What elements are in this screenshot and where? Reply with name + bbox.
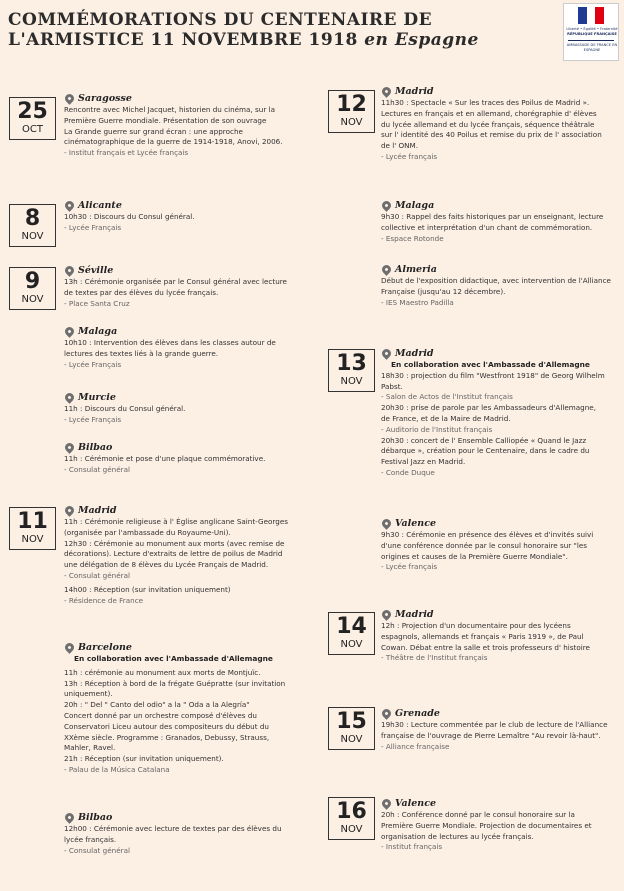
event-line: de textes par des élèves du lycée français. [64, 287, 219, 297]
event-line: organisation de lectures au lycée français. [381, 831, 534, 841]
event-line: Pabst. [381, 381, 403, 391]
date-box-15-nov [328, 707, 375, 750]
event-city: Almeria [395, 264, 437, 275]
event-venue: - Place Santa Cruz [64, 298, 130, 308]
date-day: 8 [24, 206, 41, 231]
event-line: 11h30 : Spectacle « Sur les traces des Poilus de Madrid ». [381, 98, 590, 107]
event-city: Malaga [78, 326, 118, 337]
event-line: 12h30 : Cérémonie au monument aux morts (avec remise de [64, 538, 285, 548]
event-line: 9h30 : Cérémonie en présence des élèves et d'invités suivi [381, 530, 594, 539]
event-venue: - IES Maestro Padilla [381, 297, 454, 307]
event-city: Valence [395, 518, 437, 529]
event-madrid-12 [381, 85, 621, 163]
event-line: 9h30 : Rappel des faits historiques par un enseignant, lecture [381, 212, 604, 221]
event-line: 14h00 : Réception (sur invitation uniquement) [64, 584, 231, 594]
event-venue: - Consulat général [64, 464, 130, 474]
title-script: en Espagne [364, 30, 479, 50]
event-line: XXème siècle. Programme : Granados, Debussy, Strauss, [64, 732, 270, 742]
event-line: 18h30 : projection du film "Westfront 1918" de Georg Wilhelm [381, 370, 605, 380]
logo-motto: Liberté • Égalité • Fraternité [566, 27, 618, 31]
date-day: 9 [24, 269, 41, 294]
date-day: 13 [336, 351, 367, 376]
event-venue: - Lycée français [381, 151, 438, 161]
event-line: 12h00 : Cérémonie avec lecture de textes par des élèves du [64, 824, 282, 833]
date-month: NOV [340, 824, 363, 835]
event-venue: - Palau de la Música Catalana [64, 764, 170, 774]
event-line: 20h30 : concert de l' Ensemble Calliopée « Quand le Jazz [381, 435, 587, 445]
event-venue: - Alliance française [381, 741, 450, 751]
date-box-25-oct [9, 97, 56, 140]
event-line: 10h10 : Intervention des élèves dans les classes autour de [64, 338, 276, 347]
event-venue: - Lycée Français [64, 359, 122, 369]
event-city: Murcie [78, 392, 116, 403]
event-city: Bilbao [78, 442, 113, 453]
event-line: 13h : Cérémonie organisée par le Consul général avec lecture [64, 277, 287, 286]
date-day: 11 [17, 509, 48, 534]
date-box-13-nov [328, 349, 375, 392]
event-zaragoza [64, 92, 314, 159]
date-month: NOV [21, 294, 44, 305]
event-line: Conservatori Liceu autour des compositeurs du début du [64, 721, 269, 731]
event-line: Concert donné par un orchestre composé d'élèves du [64, 710, 257, 720]
event-line: Festival Jazz en Madrid. [381, 457, 466, 467]
event-line: Première Guerre Mondiale. Projection de documentaires et [381, 820, 592, 830]
date-day: 25 [17, 99, 48, 124]
logo-embassy: AMBASSADE DE FRANCE EN ESPAGNE [566, 43, 618, 52]
event-city: Séville [78, 265, 114, 276]
date-month: NOV [21, 231, 44, 242]
event-line: Début de l'exposition didactique, avec intervention de l'Alliance [381, 276, 611, 285]
event-line: cinématographique de la guerre de 1914-1918, Anovi, 2006. [64, 137, 283, 147]
event-grenade [381, 707, 621, 752]
date-day: 14 [336, 614, 367, 639]
french-flag-icon [578, 7, 604, 24]
event-line: du lycée allemand et du lycée français, séquence théâtrale [381, 119, 595, 129]
event-sevilla [64, 264, 314, 309]
event-line: 11h : Discours du Consul général. [64, 404, 186, 413]
event-bilbao-11 [64, 811, 314, 856]
event-line: espagnols, allemands et français « Paris 1919 », de Paul [381, 631, 584, 641]
date-box-11-nov [9, 507, 56, 550]
event-line: sur l' identité des 40 Poilus et remise du prix de l' association [381, 130, 602, 140]
date-box-14-nov [328, 612, 375, 655]
date-day: 12 [336, 92, 367, 117]
event-venue: - Salon de Actos de l'Institut français [381, 392, 513, 402]
event-city: Malaga [395, 200, 435, 211]
event-murcie [64, 391, 314, 426]
date-day: 16 [336, 799, 367, 824]
date-month: NOV [340, 376, 363, 387]
date-month: OCT [22, 124, 43, 135]
date-month: NOV [340, 734, 363, 745]
event-city: Bilbao [78, 812, 113, 823]
event-city: Madrid [395, 609, 434, 620]
event-line: 20h30 : prise de parole par les Ambassadeurs d'Allemagne, [381, 403, 596, 413]
event-line: Mahler, Ravel. [64, 743, 116, 753]
event-line: une délégation de 8 élèves du Lycée Français de Madrid. [64, 560, 269, 570]
event-venue: - Institut français [381, 842, 443, 852]
event-venue: - Espace Rotonde [381, 233, 444, 243]
event-city: Valence [395, 798, 437, 809]
event-subtitle: En collaboration avec l'Ambassade d'Allemagne [74, 654, 273, 663]
event-line: lycée français. [64, 834, 117, 844]
event-venue: - Théâtre de l'Institut français [381, 653, 488, 663]
date-box-8-nov [9, 204, 56, 247]
date-month: NOV [340, 639, 363, 650]
event-line: 21h : Réception (sur invitation uniquement). [64, 754, 224, 764]
event-line: lectures des textes liés à la grande guerre. [64, 348, 219, 358]
event-line: 11h : Cérémonie et pose d'une plaque commémorative. [64, 454, 266, 463]
event-line: 20h : " Del " Canto del odio" a la " Oda a la Alegría" [64, 700, 250, 710]
event-line: 13h : Réception à bord de la frégate Guépratte (sur invitation [64, 678, 286, 688]
event-venue: - Résidence de France [64, 595, 144, 605]
embassy-logo [563, 3, 619, 61]
event-line: décorations). Lecture d'extraits de lettre de poilus de Madrid [64, 549, 283, 559]
event-line: 11h : cérémonie au monument aux morts de Montjuïc. [64, 667, 261, 677]
logo-divider [568, 40, 614, 41]
event-city: Madrid [78, 505, 117, 516]
event-city: Madrid [395, 348, 434, 359]
event-city: Grenade [395, 708, 440, 719]
event-madrid-14 [381, 608, 621, 664]
event-line: française de l'ouvrage de Pierre Lemaître "Au revoir là-haut". [381, 730, 601, 740]
event-line: 20h : Conférence donné par le consul honoraire sur la [381, 810, 575, 819]
event-line: débarque », création pour le Centenaire, dans le cadre du [381, 446, 590, 456]
logo-republic: RÉPUBLIQUE FRANÇAISE [567, 32, 617, 36]
event-almeria [381, 263, 621, 308]
date-box-16-nov [328, 797, 375, 840]
event-line: 10h30 : Discours du Consul général. [64, 212, 195, 221]
date-month: NOV [340, 117, 363, 128]
event-line: collective et interprétation d'un chant de commémoration. [381, 222, 593, 232]
event-line: origines et causes de la Première Guerre Mondiale". [381, 551, 568, 561]
event-madrid-13 [381, 347, 621, 479]
event-line: 12h : Projection d'un documentaire pour des lycéens [381, 621, 571, 630]
event-valence-16 [381, 797, 621, 853]
event-malaga-9 [64, 325, 314, 370]
event-line: Lectures en français et en allemand, chorégraphie d' élèves [381, 108, 597, 118]
event-line: uniquement). [64, 689, 113, 699]
event-bilbao-9 [64, 441, 314, 476]
event-barcelone [64, 641, 314, 776]
event-city: Barcelone [78, 642, 132, 653]
event-venue: - Institut français et Lycée français [64, 148, 189, 158]
event-line: Première Guerre mondiale. Présentation de son ouvrage [64, 115, 267, 125]
title-line-2: L'ARMISTICE 11 NOVEMBRE 1918 [8, 30, 358, 50]
date-box-12-nov [328, 90, 375, 133]
event-alicante [64, 199, 314, 234]
event-malaga-12 [381, 199, 621, 244]
event-line: Cowan. Débat entre la salle et trois professeurs d' histoire [381, 642, 590, 652]
date-box-9-nov [9, 267, 56, 310]
event-line: Rencontre avec Michel Jacquet, historien du cinéma, sur la [64, 105, 275, 114]
event-line: 11h : Cérémonie religieuse à l' Église anglicane Saint-Georges [64, 517, 288, 526]
event-venue: - Lycée Français [64, 222, 122, 232]
event-line: 19h30 : Lecture commentée par le club de lecture de l'Alliance [381, 720, 608, 729]
date-month: NOV [21, 534, 44, 545]
event-venue: - Consulat général [64, 570, 130, 580]
event-line: Française (jusqu'au 12 décembre). [381, 286, 506, 296]
event-madrid-11 [64, 504, 314, 606]
event-line: La Grande guerre sur grand écran : une approche [64, 126, 243, 136]
event-venue: - Conde Duque [381, 467, 435, 477]
event-venue: - Lycée Français [64, 414, 122, 424]
page-title [8, 10, 548, 50]
event-city: Saragosse [78, 93, 132, 104]
event-valence-13 [381, 517, 621, 573]
event-city: Madrid [395, 86, 434, 97]
event-subtitle: En collaboration avec l'Ambassade d'Allemagne [391, 360, 590, 369]
event-line: de l' ONM. [381, 141, 419, 151]
event-city: Alicante [78, 200, 122, 211]
date-day: 15 [336, 709, 367, 734]
event-venue: - Consulat général [64, 845, 130, 855]
event-venue: - Auditorio de l'Institut français [381, 424, 493, 434]
event-line: de France, et de la Maire de Madrid. [381, 413, 511, 423]
event-line: d'une conférence donnée par le consul honoraire sur "les [381, 540, 588, 550]
title-line-1: COMMÉMORATIONS DU CENTENAIRE DE [8, 10, 433, 30]
event-line: (organisée par l'ambassade du Royaume-Uni). [64, 527, 231, 537]
event-venue: - Lycée français [381, 562, 438, 572]
